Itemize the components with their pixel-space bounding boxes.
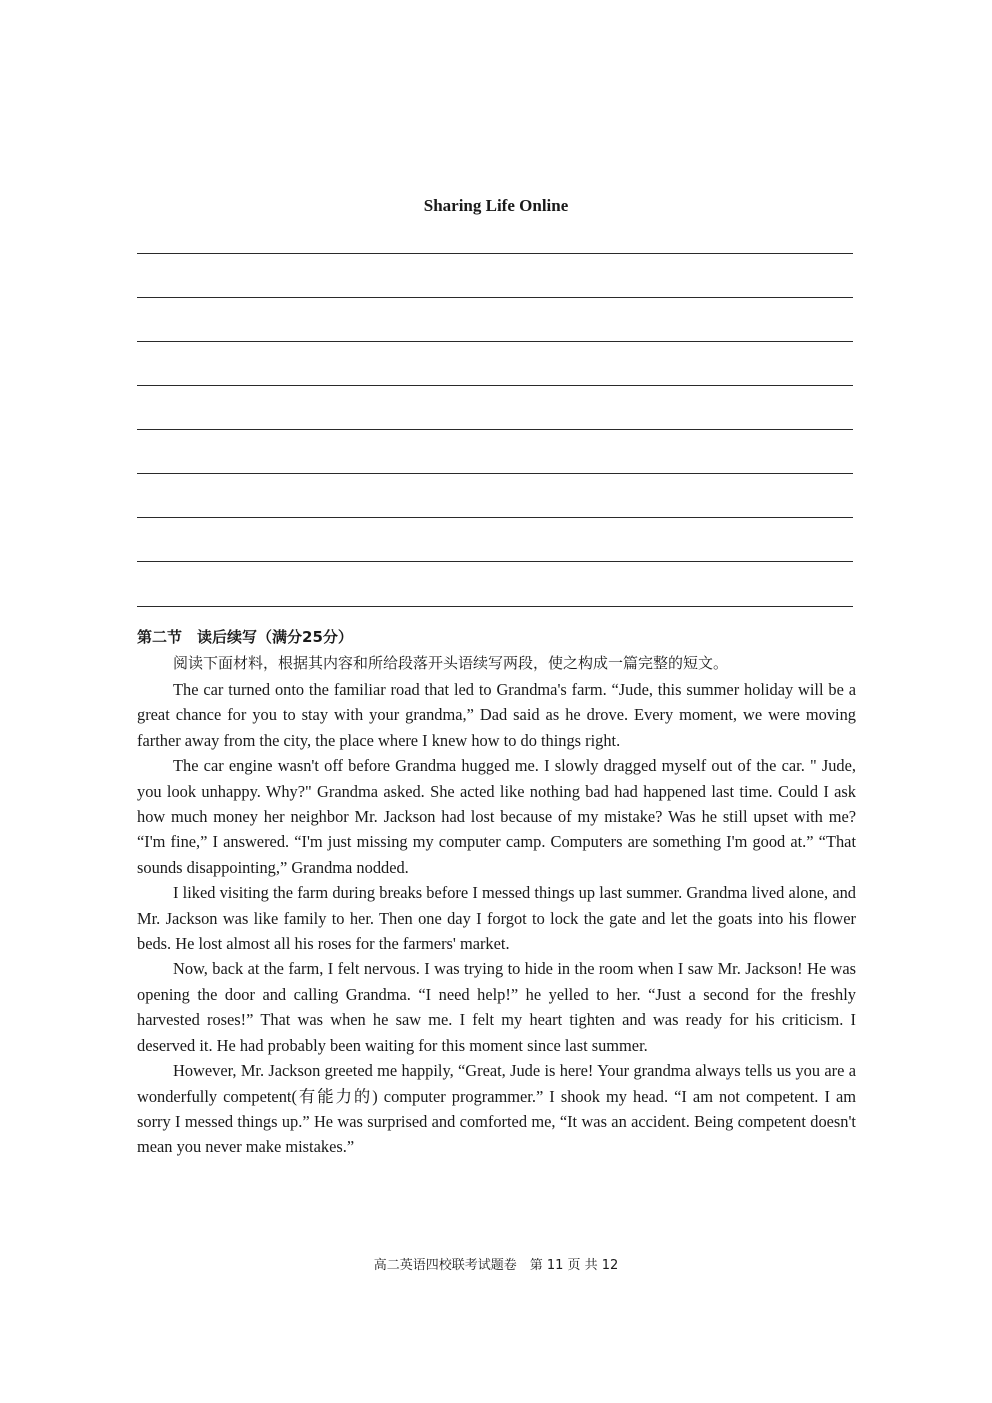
writing-line [137,297,853,298]
writing-line [137,253,853,254]
story-paragraph: Now, back at the farm, I felt nervous. I was trying to hide in the room when I saw Mr. Jackson! He was opening the door and calling Grandma. “I need help!” he yelled to her. “Just a second for the freshly harvested roses!” That was when he saw me. I felt my heart tighten and was ready for his criticism. I deserved it. He had probably been waiting for this moment since last summer. [137,959,856,1055]
essay-title: Sharing Life Online [423,196,569,215]
writing-line [137,517,853,518]
section-heading: 第二节 读后续写（满分25分） [137,628,353,646]
writing-line [137,341,853,342]
story-paragraph: The car turned onto the familiar road that led to Grandma's farm. “Jude, this summer holiday will be a great chance for you to stay with your grandma,” Dad said as he drove. Every moment, we were moving farther away from the city, the place where I knew how to do things right. [137,680,856,750]
writing-line [137,561,853,562]
section-instruction: 阅读下面材料，根据其内容和所给段落开头语续写两段，使之构成一篇完整的短文。 [173,654,729,672]
writing-line [137,385,853,386]
story-paragraph: However, Mr. Jackson greeted me happily, “Great, Jude is here! Your grandma always tells us you are a wonderfully competent(有能力的) computer programmer.” I shook my head. “I am not competent. I am sorry I messed things up.” He was surprised and comforted me, “It was an accident. Being competent doesn't mean you never make mistakes.” [137,1061,856,1157]
story-text [137,677,856,1160]
writing-line [137,473,853,474]
writing-line [137,429,853,430]
story-paragraph: The car engine wasn't off before Grandma hugged me. I slowly dragged myself out of the car. " Jude, you look unhappy. Why?" Grandma asked. She acted like nothing bad had happened last time. Could I ask how much money her neighbor Mr. Jackson had lost because of my mistake? Was he still upset with me? “I'm fine,” I answered. “I'm just missing my computer camp. Computers are something I'm good at.” “That sounds disappointing,” Grandma nodded. [137,756,856,877]
story-paragraph: I liked visiting the farm during breaks before I messed things up last summer. Grandma lived alone, and Mr. Jackson was like family to her. Then one day I forgot to lock the gate and let the goats into his flower beds. He lost almost all his roses for the farmers' market. [137,883,856,954]
writing-line [137,606,853,607]
page-footer: 高二英语四校联考试题卷 第 11 页 共 12 [373,1258,619,1273]
